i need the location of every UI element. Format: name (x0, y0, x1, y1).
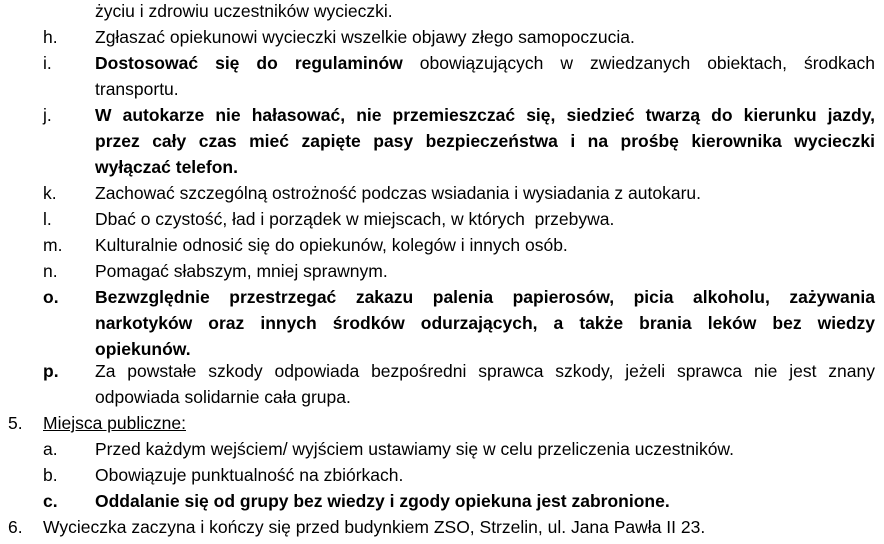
list-item-text: Za powstałe szkody odpowiada bezpośredni sprawca szkody, jeżeli sprawca nie jest znany (95, 361, 875, 381)
list-marker: h. (43, 27, 58, 47)
list-marker: n. (43, 261, 58, 281)
list-item-text: Zachować szczególną ostrożność podczas wsiadania i wysiadania z autokaru. (95, 183, 702, 203)
list-item-text: opiekunów. (95, 339, 191, 359)
list-marker: j. (43, 105, 52, 125)
list-marker: c. (43, 491, 58, 511)
list-marker: a. (43, 439, 58, 459)
list-item-text: transportu. (95, 79, 179, 99)
list-item-bold-lead: Dostosować się do regulaminów (95, 53, 403, 73)
list-item-text: wyłączać telefon. (95, 157, 238, 177)
section-heading: Miejsca publiczne: (43, 413, 186, 433)
continuation-text: życiu i zdrowiu uczestników wycieczki. (95, 1, 393, 21)
list-item-text: przez cały czas mieć zapięte pasy bezpieczeństwa i na prośbę kierownika wycieczki (95, 131, 875, 151)
list-marker: o. (43, 287, 59, 307)
list-marker: i. (43, 53, 52, 73)
section-text: Wycieczka zaczyna i kończy się przed budynkiem ZSO, Strzelin, ul. Jana Pawła II 23. (43, 517, 706, 537)
list-item-text: W autokarze nie hałasować, nie przemieszczać się, siedzieć twarzą do kierunku jazdy, (95, 105, 875, 125)
list-item-text: obowiązujących w zwiedzanych obiektach, środkach (419, 53, 875, 73)
list-marker: b. (43, 465, 58, 485)
list-item-text: Dbać o czystość, ład i porządek w miejscach, w których przebywa. (95, 209, 615, 229)
list-item-text-line (95, 50, 875, 76)
list-marker: k. (43, 183, 57, 203)
list-marker: m. (43, 235, 63, 255)
list-item-text: Przed każdym wejściem/ wyjściem ustawiamy się w celu przeliczenia uczestników. (95, 439, 734, 459)
list-item-text: Pomagać słabszym, mniej sprawnym. (95, 261, 388, 281)
list-item-text: Oddalanie się od grupy bez wiedzy i zgody opiekuna jest zabronione. (95, 491, 670, 511)
section-number: 5. (8, 413, 23, 433)
list-item-text: odpowiada solidarnie cała grupa. (95, 387, 351, 407)
list-marker: p. (43, 361, 59, 381)
list-item-text: narkotyków oraz innych środków odurzających, a także brania leków bez wiedzy (95, 313, 875, 333)
list-item-text: Bezwzględnie przestrzegać zakazu palenia papierosów, picia alkoholu, zażywania (95, 287, 875, 307)
list-item-text: Kulturalnie odnosić się do opiekunów, kolegów i innych osób. (95, 235, 568, 255)
section-number: 6. (8, 517, 23, 537)
list-marker: l. (43, 209, 52, 229)
list-item-text: Zgłaszać opiekunowi wycieczki wszelkie objawy złego samopoczucia. (95, 27, 635, 47)
list-item-text: Obowiązuje punktualność na zbiórkach. (95, 465, 404, 485)
